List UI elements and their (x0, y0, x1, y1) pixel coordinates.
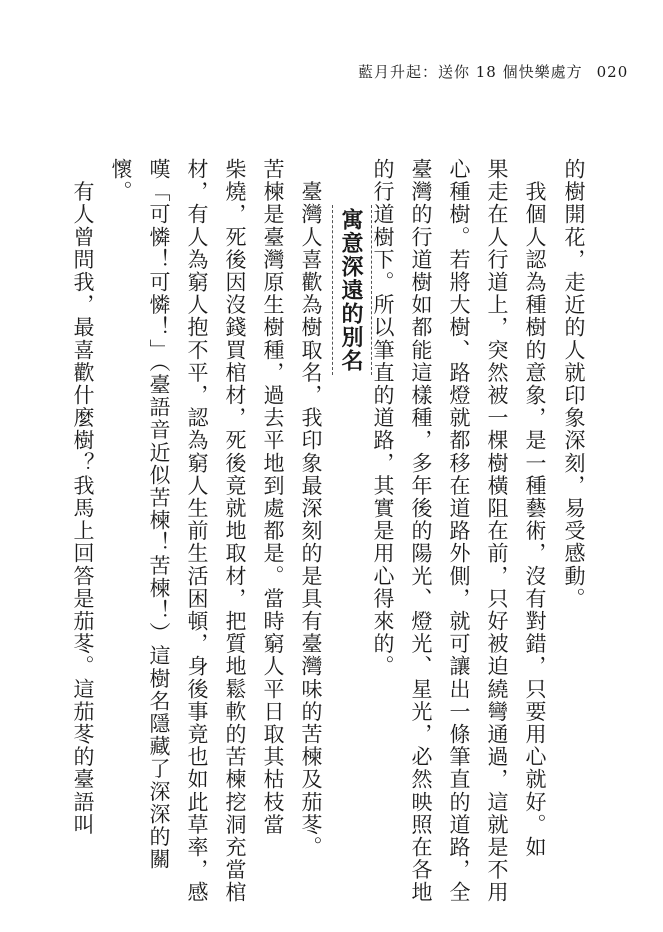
text-column-5: 臺灣的行道樹如都能這樣種，多年後的陽光、燈光、星光，必然映照在各地 (409, 158, 433, 904)
page-number: 020 (596, 63, 629, 81)
text-column-13: 有人曾問我，最喜歡什麼樹？我馬上回答是茄苳。這茄苳的臺語叫 (71, 158, 95, 836)
text-column-7: 臺灣人喜歡為樹取名，我印象最深刻的是具有臺灣味的苦楝及茄苳。 (299, 158, 323, 859)
running-header (358, 62, 629, 82)
text-column-6: 的行道樹下。所以筆直的道路，其實是用心得來的。 (371, 158, 395, 678)
section-heading: 寓意深遠的別名 (332, 205, 372, 375)
text-column-12: 懷。 (109, 158, 133, 204)
book-title: 藍月升起：送你 18 個快樂處方 (358, 63, 583, 81)
text-column-3: 果走在人行道上，突然被一棵樹橫阻在前，只好被迫繞彎通過，這就是不用 (485, 158, 509, 904)
text-column-11: 嘆「可憐！可憐！」（臺語音近似苦楝！苦楝！）這樹名隱藏了深深的關 (147, 158, 171, 871)
text-column-10: 材，有人為窮人抱不平，認為窮人生前生活困頓，身後事竟也如此草率，感 (185, 158, 209, 904)
text-column-1: 的樹開花，走近的人就印象深刻，易受感動。 (562, 158, 586, 610)
text-column-2: 我個人認為種樹的意象，是一種藝術，沒有對錯，只要用心就好。如 (523, 158, 547, 859)
text-column-8: 苦楝是臺灣原生樹種，過去平地到處都是。當時窮人平日取其枯枝當 (261, 158, 285, 836)
text-column-4: 心種樹。若將大樹、路燈就都移在道路外側，就可讓出一條筆直的道路，全 (447, 158, 471, 904)
text-column-9: 柴燒，死後因沒錢買棺材，死後竟就地取材，把質地鬆軟的苦楝挖洞充當棺 (223, 158, 247, 904)
